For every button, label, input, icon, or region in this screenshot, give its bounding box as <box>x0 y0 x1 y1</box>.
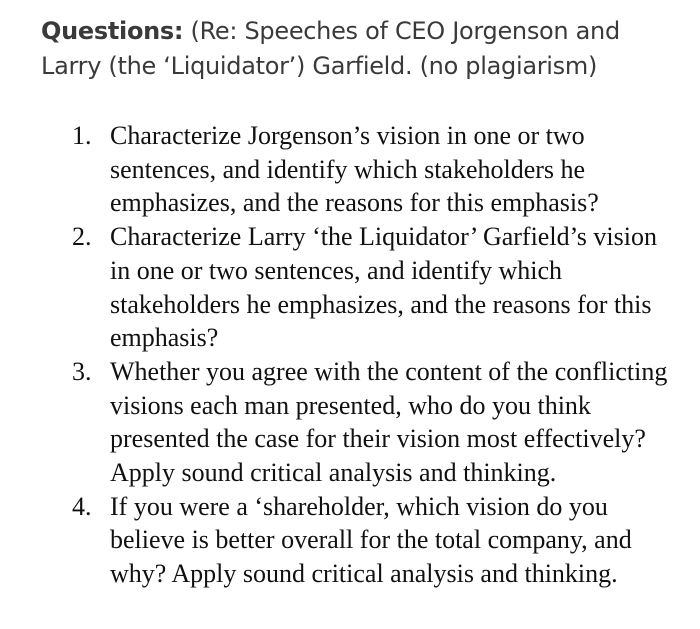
question-text: If you were a ‘shareholder, which vision do you believe is better overall for the total company, and why? Apply sound critical analysis and thinking. <box>110 491 632 589</box>
questions-context: (Re: Speeches of CEO Jorgenson and Larry (the ‘Liquidator’) Garfield. (no plagiarism) <box>41 17 620 80</box>
question-item <box>60 355 670 490</box>
question-number: 4. <box>72 491 92 521</box>
question-text: Characterize Larry ‘the Liquidator’ Garfield’s vision in one or two sentences, and identify which stakeholders he emphasizes, and the reasons for this emphasis? <box>110 222 657 353</box>
question-number: 3. <box>72 356 92 386</box>
question-list <box>60 119 670 591</box>
questions-label: Questions: <box>41 17 184 45</box>
question-item <box>60 119 670 220</box>
questions-heading <box>41 14 681 84</box>
question-item <box>60 220 670 355</box>
question-number: 1. <box>72 121 92 150</box>
question-text: Whether you agree with the content of the conflicting visions each man presented, who do you think presented the case for their vision most effectively? Apply sound critical analysis and thinking. <box>110 356 668 488</box>
question-item <box>60 490 670 591</box>
question-text: Characterize Jorgenson’s vision in one or two sentences, and identify which stakeholders he emphasizes, and the reasons for this emphasis? <box>110 121 599 218</box>
question-number: 2. <box>72 222 92 252</box>
